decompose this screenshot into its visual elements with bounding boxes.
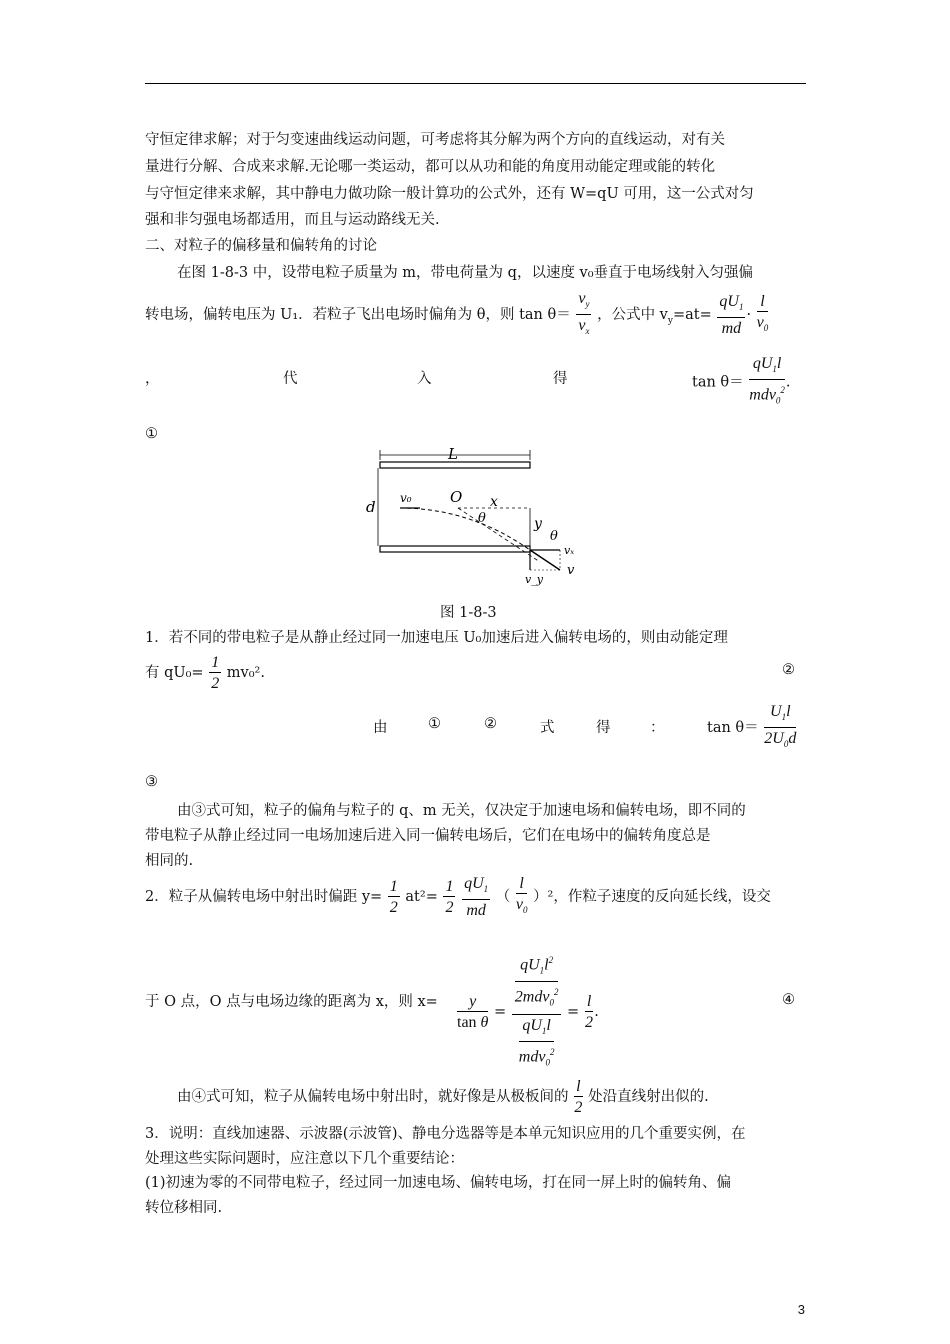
text-line: 守恒定律求解；对于匀变速曲线运动问题，可考虑将其分解为两个方向的直线运动，对有关 xyxy=(145,132,725,148)
text-line: (1)初速为零的不同带电粒子，经过同一加速电场、偏转电场，打在同一屏上时的偏转角、偏 xyxy=(145,1175,732,1191)
text-line: 量进行分解、合成来求解.无论哪一类运动，都可以从功和能的角度用动能定理或能的转化 xyxy=(145,159,716,175)
eq-marker-3: ③ xyxy=(145,774,158,790)
label-d: d xyxy=(366,498,376,516)
figure-caption: 图 1-8-3 xyxy=(440,605,497,621)
formula-tan-2: tan θ＝ $\frac{U_1l}{2U_0d}$ xyxy=(707,703,797,750)
spaced-char: 得 xyxy=(553,371,568,387)
fraction-qU1-md: $\frac{qU_1}{md}$ xyxy=(719,293,744,338)
text-line: 于 O 点，O 点与电场边缘的距离为 x，则 x= xyxy=(145,994,438,1010)
formula-line-4: 由④式可知，粒子从偏转电场中射出时，就好像是从极板间的 $\frac{l}{2}$ 处沿直线射出似的. xyxy=(177,1078,709,1116)
header-rule xyxy=(145,83,806,84)
label-v: v xyxy=(567,563,575,578)
label-v0: v₀ xyxy=(400,491,412,505)
label-y: y xyxy=(534,516,542,532)
spaced-char: ② xyxy=(484,716,497,732)
formula-line-1: 转电场，偏转电压为 U₁．若粒子飞出电场时偏角为 θ，则 tan θ＝ $\frac{v_y}{v_x}$ ，公式中 $v_y=at=$ $\frac{qU_1}{md}$ · $\frac{l}{v_0}$ xyxy=(145,290,806,344)
text-line: 转位移相同. xyxy=(145,1200,223,1216)
spaced-char: ① xyxy=(428,716,441,732)
page-number: 3 xyxy=(797,1302,805,1317)
section-heading: 二、对粒子的偏移量和偏转角的讨论 xyxy=(145,238,377,254)
eq-marker-1: ① xyxy=(145,426,158,442)
formula-line-3: 2．粒子从偏转电场中射出时偏距 y= $\frac{1}{2}$ at²= $\frac{1}{2}$ $\frac{qU_1}{md}$ （ $\frac{l}{v_0}$ ）²，作粒子速度的反向延长线，设交 xyxy=(145,874,771,920)
deflection-diagram xyxy=(360,440,600,590)
fraction-vy-vx: $\frac{v_y}{v_x}$ xyxy=(578,290,590,337)
label-theta-2: θ xyxy=(550,529,558,544)
text-line: 在图 1-8-3 中，设带电粒子质量为 m，带电荷量为 q，以速度 v₀垂直于电场线射入匀强偏 xyxy=(177,265,754,281)
label-x: x xyxy=(490,494,498,510)
formula-line-2: 有 qU₀= $\frac{1}{2}$ mv₀². xyxy=(145,654,265,692)
spaced-char: 代 xyxy=(283,371,298,387)
text-line: 3．说明：直线加速器、示波器(示波管)、静电分选器等是本单元知识应用的几个重要实例，在 xyxy=(145,1126,746,1142)
label-theta-1: θ xyxy=(478,511,486,526)
formula-x: $\frac{y}{\text{tan θ}}$ = $qU_1l^2$ 2mdv$_0^2$ $qU_1l$ mdv$_0^2$ = $\frac{l}{2}$ . xyxy=(456,952,599,1072)
formula-tan-1: tan θ＝ $qU_1l$ mdv$_0^2$ . xyxy=(692,355,791,406)
text-line: 带电粒子从静止经过同一电场加速后进入同一偏转电场后，它们在电场中的偏转角度总是 xyxy=(145,828,711,844)
eq-marker-4: ④ xyxy=(782,992,795,1008)
eq-marker-2: ② xyxy=(782,662,795,678)
label-vx: vₓ xyxy=(564,544,575,557)
spaced-char: 入 xyxy=(417,371,432,387)
comma: ， xyxy=(145,371,160,387)
text-line: 1．若不同的带电粒子是从静止经过同一加速电压 U₀加速后进入偏转电场的，则由动能定理 xyxy=(145,630,728,646)
spaced-char: ： xyxy=(650,720,665,736)
label-O: O xyxy=(450,488,463,506)
label-vy: v_y xyxy=(525,573,543,586)
text-line: 相同的. xyxy=(145,853,194,869)
text-line: 与守恒定律来求解，其中静电力做功除一般计算功的公式外，还有 W=qU 可用，这一公式对匀 xyxy=(145,186,754,202)
spaced-char: 式 xyxy=(540,720,555,736)
fraction-l-v0: $\frac{l}{v_0}$ xyxy=(756,293,769,334)
text-line: 强和非匀强电场都适用，而且与运动路线无关. xyxy=(145,212,440,228)
text-line: 由③式可知，粒子的偏角与粒子的 q、m 无关，仅决定于加速电场和偏转电场，即不同的 xyxy=(177,803,746,819)
label-L: L xyxy=(448,445,458,463)
spaced-char: 得 xyxy=(596,720,611,736)
text-line: 处理这些实际问题时，应注意以下几个重要结论： xyxy=(145,1151,464,1167)
spaced-char: 由 xyxy=(373,720,388,736)
